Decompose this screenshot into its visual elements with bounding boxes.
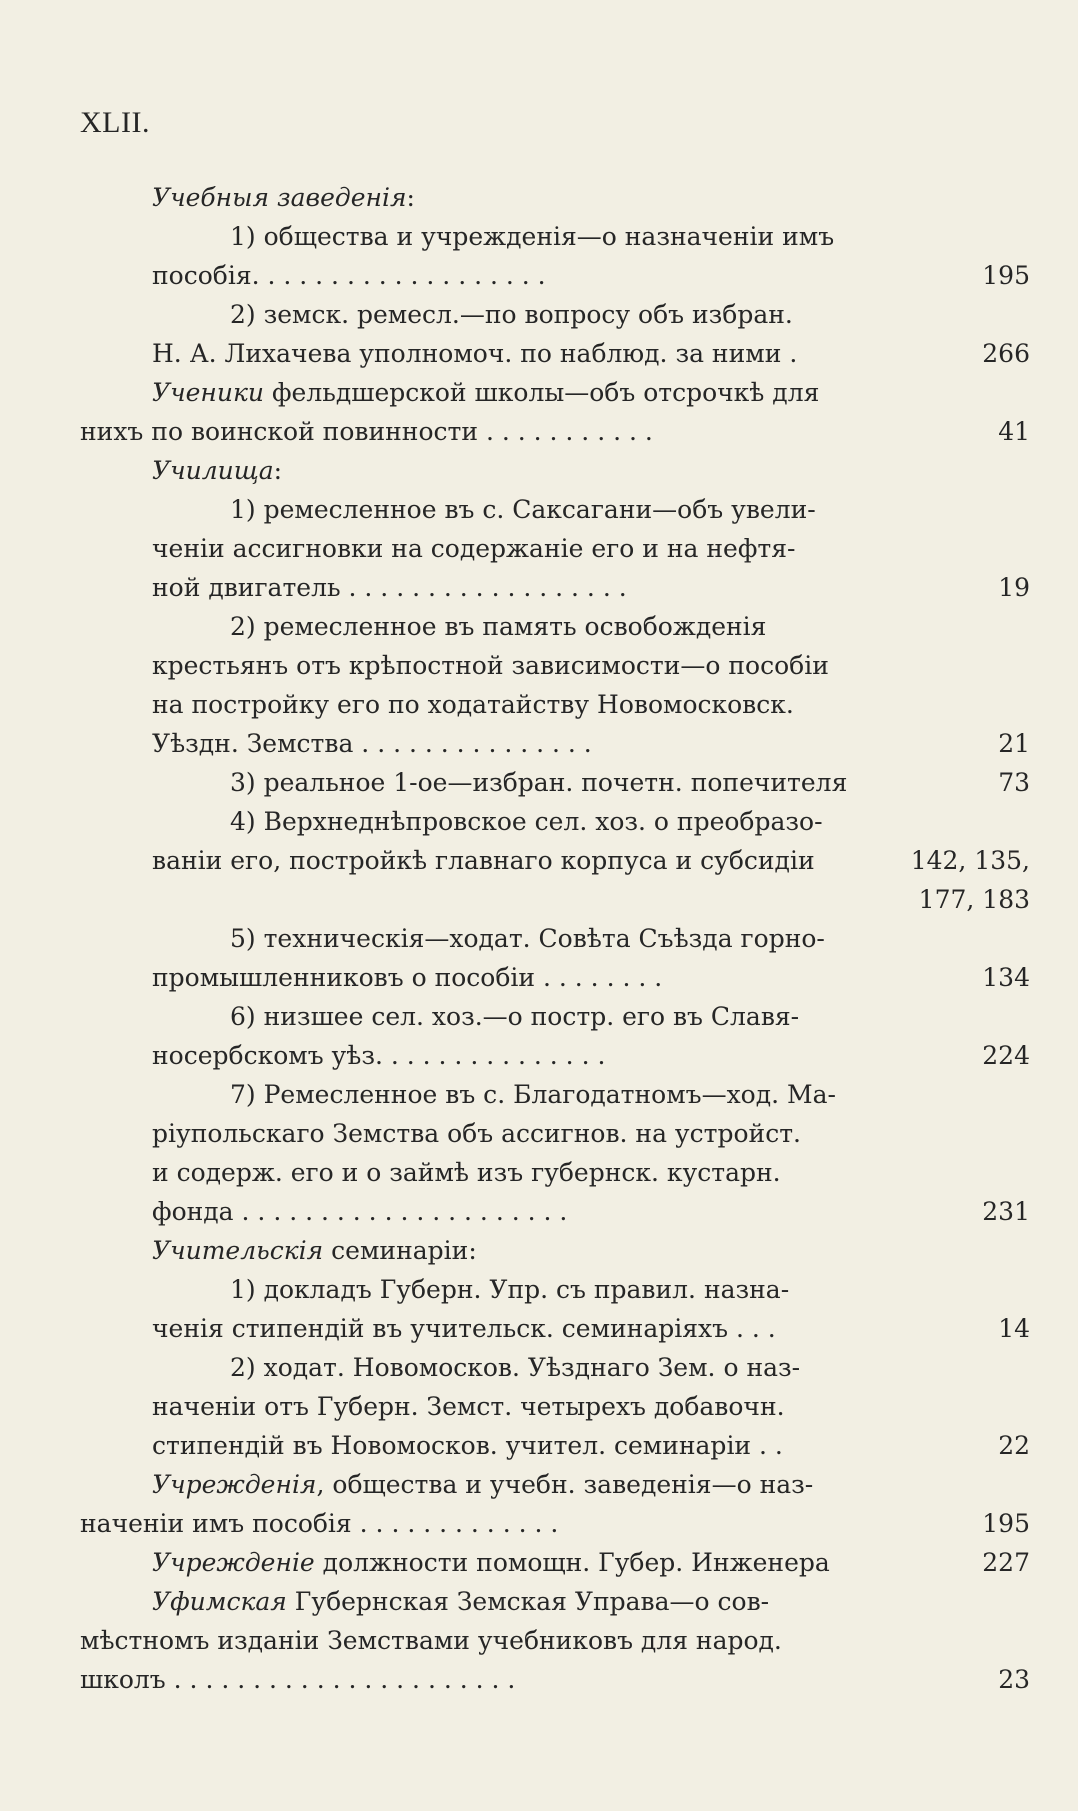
- index-line: [80, 217, 1030, 256]
- index-line: [80, 1543, 1030, 1582]
- entry-heading: Ученики: [152, 378, 265, 407]
- index-entry-text: [80, 412, 653, 451]
- index-line: [80, 1114, 1030, 1153]
- index-line: [80, 763, 1030, 802]
- index-line: [80, 607, 1030, 646]
- page-reference: 14: [998, 1314, 1030, 1343]
- index-entry-text: [152, 1465, 813, 1504]
- entry-text: нихъ по воинской повинности . . . . . . . . . . .: [80, 417, 653, 446]
- index-entry-text: [230, 217, 834, 256]
- index-line: [80, 295, 1030, 334]
- index-line: [80, 412, 1030, 451]
- entry-text: промышленниковъ о пособіи . . . . . . . .: [152, 963, 663, 992]
- page-reference: 142, 135,: [910, 846, 1030, 875]
- index-line: [80, 1504, 1030, 1543]
- entry-text: ваніи его, постройкѣ главнаго корпуса и субсидіи: [152, 846, 815, 875]
- index-line: [80, 958, 1030, 997]
- entry-text: и содерж. его и о займѣ изъ губернск. кустарн.: [152, 1158, 781, 1187]
- entry-heading: Учрежденіе: [152, 1548, 315, 1577]
- index-entry-text: [152, 646, 829, 685]
- entry-heading: Уфимская: [152, 1587, 287, 1616]
- index-entry-text: [152, 529, 795, 568]
- index-line: [80, 373, 1030, 412]
- index-entry-text: [152, 1192, 567, 1231]
- entry-heading: Учрежденія: [152, 1470, 317, 1499]
- entry-text: Губернская Земская Управа—о сов-: [286, 1587, 770, 1616]
- index-entry-text: [230, 1348, 800, 1387]
- index-line: [80, 1192, 1030, 1231]
- page-reference: 41: [998, 417, 1030, 446]
- index-list: [80, 178, 1030, 1699]
- index-entry-text: [230, 1075, 836, 1114]
- page-reference: 231: [982, 1197, 1030, 1226]
- page-number: XLII.: [80, 106, 150, 139]
- entry-text: должности помощн. Губер. Инженера: [314, 1548, 830, 1577]
- index-entry-text: [230, 295, 793, 334]
- index-line: [80, 1036, 1030, 1075]
- entry-text: 2) ремесленное въ память освобожденія: [230, 612, 767, 641]
- page-reference: 22: [998, 1431, 1030, 1460]
- entry-text: 2) земск. ремесл.—по вопросу объ избран.: [230, 300, 793, 329]
- index-line: [80, 178, 1030, 217]
- page-reference: 19: [998, 573, 1030, 602]
- page-reference: 224: [982, 1041, 1030, 1070]
- index-line: [80, 490, 1030, 529]
- page-reference: 134: [982, 963, 1030, 992]
- entry-text: Уѣздн. Земства . . . . . . . . . . . . . . .: [152, 729, 592, 758]
- index-line: [80, 1270, 1030, 1309]
- entry-text: 1) ремесленное въ с. Саксагани—объ увели-: [230, 495, 816, 524]
- index-line: [80, 1621, 1030, 1660]
- entry-text: школъ . . . . . . . . . . . . . . . . . . . . . .: [80, 1665, 516, 1694]
- index-line: [80, 646, 1030, 685]
- index-line: [80, 685, 1030, 724]
- page-reference: 177, 183: [918, 885, 1030, 914]
- entry-text: , общества и учебн. заведенія—о наз-: [316, 1470, 814, 1499]
- entry-text: 3) реальное 1-ое—избран. почетн. попечителя: [230, 768, 848, 797]
- entry-text: стипендій въ Новомосков. учител. семинаріи . .: [152, 1431, 783, 1460]
- index-entry-text: [152, 841, 815, 880]
- page-reference: 23: [998, 1665, 1030, 1694]
- entry-text: на постройку его по ходатайству Новомосковск.: [152, 690, 794, 719]
- index-entry-text: [230, 607, 766, 646]
- index-entry-text: [230, 1270, 789, 1309]
- page-reference: 195: [982, 1509, 1030, 1538]
- entry-text: наченіи отъ Губерн. Земст. четырехъ добавочн.: [152, 1392, 785, 1421]
- index-entry-text: [152, 568, 627, 607]
- index-line: [80, 880, 1030, 919]
- page-reference: 227: [982, 1548, 1030, 1577]
- index-entry-text: [80, 1621, 782, 1660]
- page-reference: 21: [998, 729, 1030, 758]
- index-line: [80, 841, 1030, 880]
- index-entry-text: [152, 1036, 605, 1075]
- index-entry-text: [152, 1114, 801, 1153]
- index-line: [80, 919, 1030, 958]
- index-line: [80, 802, 1030, 841]
- page-reference: 73: [998, 768, 1030, 797]
- index-entry-text: [230, 919, 825, 958]
- index-entry-text: [230, 490, 816, 529]
- index-line: [80, 1582, 1030, 1621]
- entry-text: фельдшерской школы—объ отсрочкѣ для: [264, 378, 820, 407]
- index-entry-text: [152, 1426, 783, 1465]
- entry-text: пособія. . . . . . . . . . . . . . . . . . .: [152, 261, 546, 290]
- entry-text: ченія стипендій въ учительск. семинаріяхъ . . .: [152, 1314, 776, 1343]
- index-line: [80, 1465, 1030, 1504]
- index-line: [80, 997, 1030, 1036]
- entry-text: 1) общества и учрежденія—о назначеніи имъ: [230, 222, 835, 251]
- entry-text: фонда . . . . . . . . . . . . . . . . . . . . .: [152, 1197, 568, 1226]
- index-entry-text: [152, 958, 662, 997]
- index-entry-text: [152, 373, 819, 412]
- index-line: [80, 1387, 1030, 1426]
- index-entry-text: [152, 1153, 781, 1192]
- entry-text: ріупольскаго Земства объ ассигнов. на устройст.: [152, 1119, 801, 1148]
- index-line: [80, 1309, 1030, 1348]
- entry-text: семинаріи:: [323, 1236, 477, 1265]
- page-reference: 266: [982, 339, 1030, 368]
- index-entry-text: [152, 1231, 477, 1270]
- index-line: [80, 334, 1030, 373]
- index-line: [80, 724, 1030, 763]
- entry-text: 7) Ремесленное въ с. Благодатномъ—ход. Ма-: [230, 1080, 836, 1109]
- entry-text: 2) ходат. Новомосков. Уѣзднаго Зем. о наз-: [230, 1353, 801, 1382]
- entry-text: наченіи имъ пособія . . . . . . . . . . . . .: [80, 1509, 559, 1538]
- entry-text: крестьянъ отъ крѣпостной зависимости—о пособіи: [152, 651, 829, 680]
- index-line: [80, 1153, 1030, 1192]
- index-entry-text: [80, 1504, 558, 1543]
- entry-text: Н. А. Лихачева уполномоч. по наблюд. за ними .: [152, 339, 798, 368]
- page-reference: 195: [982, 261, 1030, 290]
- entry-heading: Учительскія: [152, 1236, 324, 1265]
- index-entry-text: [230, 997, 799, 1036]
- entry-text: носербскомъ уѣз. . . . . . . . . . . . . . .: [152, 1041, 606, 1070]
- entry-text: 1) докладъ Губерн. Упр. съ правил. назна-: [230, 1275, 790, 1304]
- entry-text: ной двигатель . . . . . . . . . . . . . . . . . .: [152, 573, 627, 602]
- index-entry-text: [152, 1543, 830, 1582]
- entry-text: :: [406, 183, 415, 212]
- index-line: [80, 568, 1030, 607]
- entry-text: :: [273, 456, 283, 485]
- index-entry-text: [230, 802, 823, 841]
- index-entry-text: [80, 1660, 515, 1699]
- index-line: [80, 1075, 1030, 1114]
- index-entry-text: [230, 763, 847, 802]
- index-entry-text: [152, 685, 794, 724]
- entry-text: мѣстномъ изданіи Земствами учебниковъ для народ.: [80, 1626, 782, 1655]
- index-entry-text: [152, 1387, 785, 1426]
- index-line: [80, 1426, 1030, 1465]
- index-entry-text: [152, 1582, 769, 1621]
- index-entry-text: [152, 178, 415, 217]
- index-line: [80, 1231, 1030, 1270]
- entry-text: ченіи ассигновки на содержаніе его и на нефтя-: [152, 534, 796, 563]
- index-entry-text: [152, 334, 797, 373]
- index-line: [80, 529, 1030, 568]
- entry-text: 6) низшее сел. хоз.—о постр. его въ Славя-: [230, 1002, 800, 1031]
- index-entry-text: [152, 451, 282, 490]
- entry-text: 5) техническія—ходат. Совѣта Съѣзда горно-: [230, 924, 825, 953]
- index-line: [80, 1348, 1030, 1387]
- entry-heading: Учебныя заведенія: [152, 183, 407, 212]
- index-line: [80, 451, 1030, 490]
- index-entry-text: [152, 724, 592, 763]
- index-line: [80, 1660, 1030, 1699]
- index-entry-text: [152, 1309, 776, 1348]
- index-line: [80, 256, 1030, 295]
- entry-text: 4) Верхнеднѣпровское сел. хоз. о преобразо-: [230, 807, 823, 836]
- entry-heading: Училища: [152, 456, 274, 485]
- index-entry-text: [152, 256, 546, 295]
